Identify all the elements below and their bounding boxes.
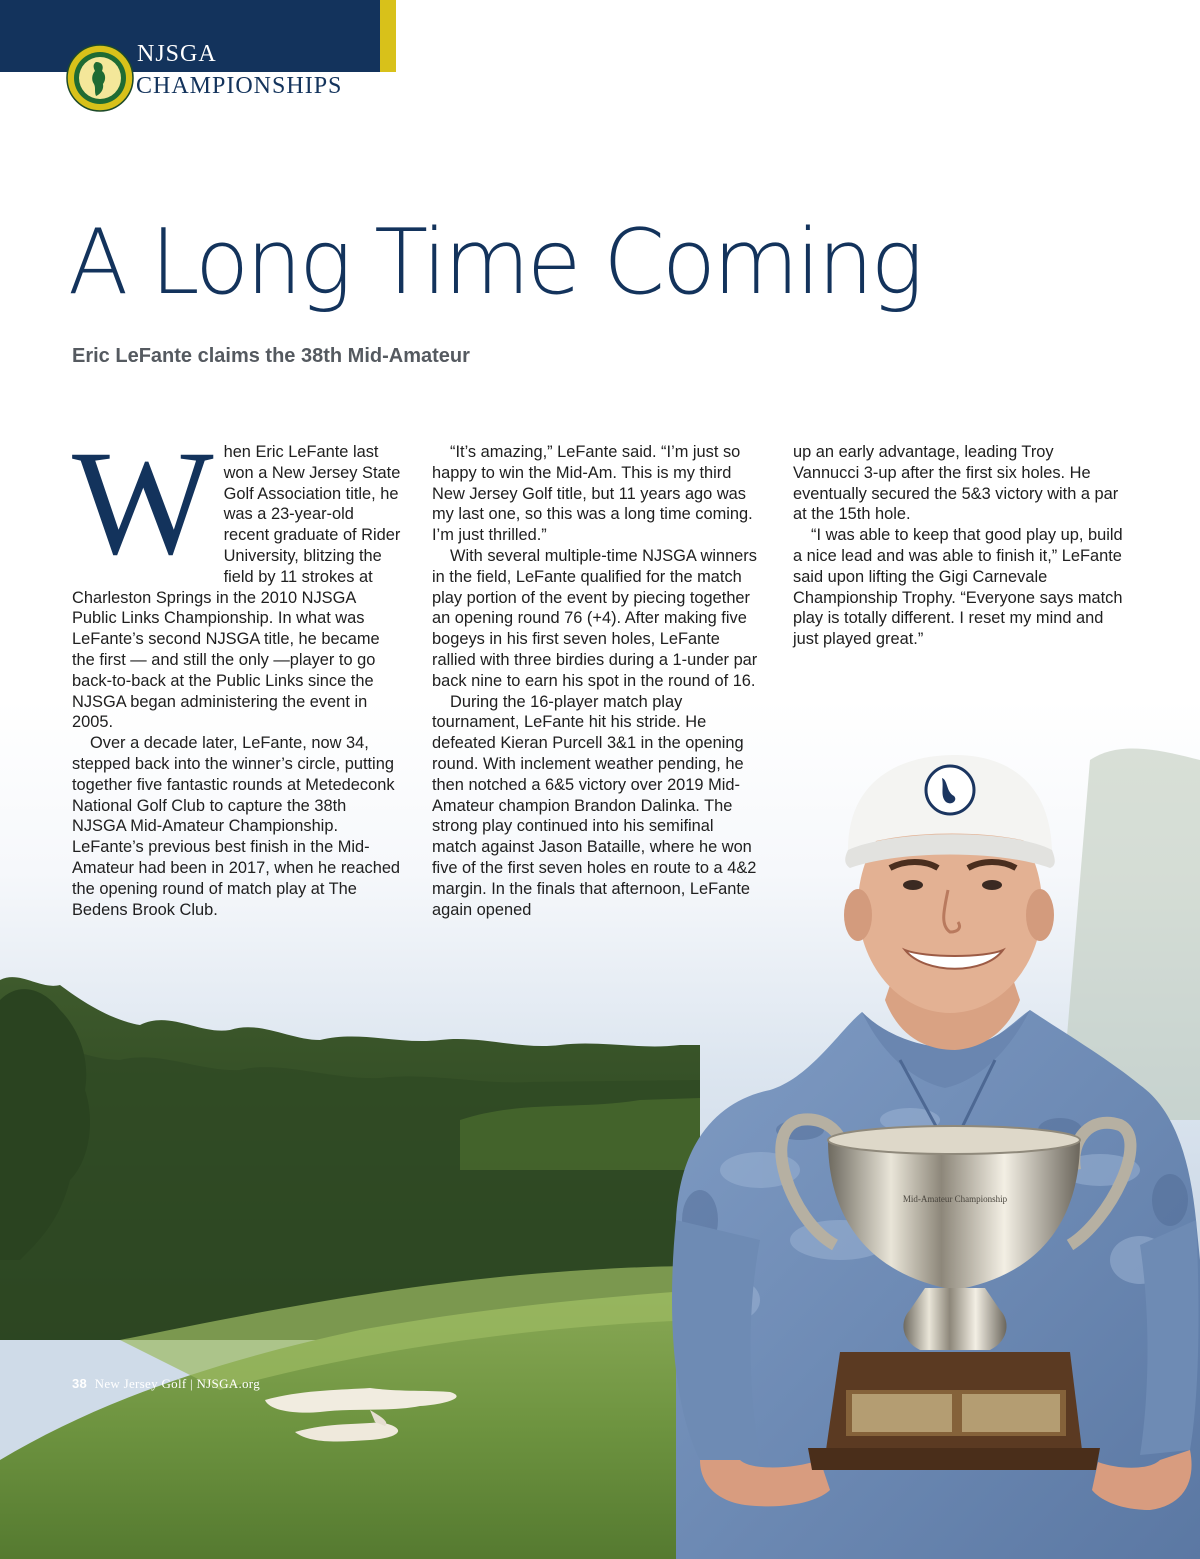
paragraph: During the 16-player match play tournament, LeFante hit his stride. He defeated Kieran Purcell 3&1 in the opening round. With inclement weather pending, he then notched a 6&5 victory over 2019 Mid-Amateur champion Brandon Dalinka. The strong play continued into his semifinal match against Jason Bataille, where he won five of the first seven holes en route to a 4&2 margin. In the finals that afternoon, LeFante again opened	[432, 692, 757, 919]
article-subtitle: Eric LeFante claims the 38th Mid-Amateur	[72, 345, 470, 367]
brand-line-2: CHAMPIONSHIPS	[136, 73, 343, 99]
drop-cap: W	[72, 420, 214, 586]
paragraph: hen Eric LeFante last won a New Jersey State Golf Association title, he was a 23-year-old recent graduate of Rider University, blitzing the field by 11 strokes at Charleston Springs in the 2010 NJSGA Public Links Championship. In what was LeFante’s second NJSGA title, he became the first — and still the only —player to go back-to-back at the Public Links since the NJSGA began administering the event in 2005.	[72, 443, 401, 732]
paragraph: “I was able to keep that good play up, build a nice lead and was able to finish it,” LeFante said upon lifting the Gigi Carnevale Championship Trophy. “Everyone says match play is totally different. I reset my mind and just played great.”	[793, 526, 1123, 649]
article-title: A Long Time Coming	[68, 210, 921, 315]
page-footer	[72, 1376, 260, 1392]
trophy-inscription: Mid-Amateur Championship	[902, 1194, 1008, 1204]
article-column-3	[793, 442, 1123, 650]
paragraph: “It’s amazing,” LeFante said. “I’m just so happy to win the Mid-Am. This is my third New Jersey Golf title, but 11 years ago was my last one, so this was a long time coming. I’m just thrilled.”	[432, 443, 753, 545]
paragraph: Over a decade later, LeFante, now 34, stepped back into the winner’s circle, putting together five fantastic rounds at Metedeconk National Golf Club to capture the 38th NJSGA Mid-Amateur Championship. LeFante’s previous best finish in the Mid-Amateur had been in 2017, when he reached the opening round of match play at The Bedens Brook Club.	[72, 734, 401, 919]
article-column-1	[72, 420, 402, 920]
article-column-2	[432, 442, 762, 920]
paragraph: up an early advantage, leading Troy Vannucci 3-up after the first six holes. He eventually secured the 5&3 victory with a par at the 15th hole.	[793, 443, 1119, 524]
brand-line-1: NJSGA	[137, 41, 217, 67]
header-accent-bar	[380, 0, 396, 72]
page-number: 38	[72, 1376, 88, 1391]
publication-name: New Jersey Golf | NJSGA.org	[94, 1376, 260, 1391]
paragraph: With several multiple-time NJSGA winners in the field, LeFante qualified for the match play portion of the event by piecing together an opening round 76 (+4). After making five bogeys in his first seven holes, LeFante rallied with three birdies during a 1-under par back nine to earn his spot in the round of 16.	[432, 546, 758, 690]
njsga-seal-icon	[66, 44, 134, 112]
